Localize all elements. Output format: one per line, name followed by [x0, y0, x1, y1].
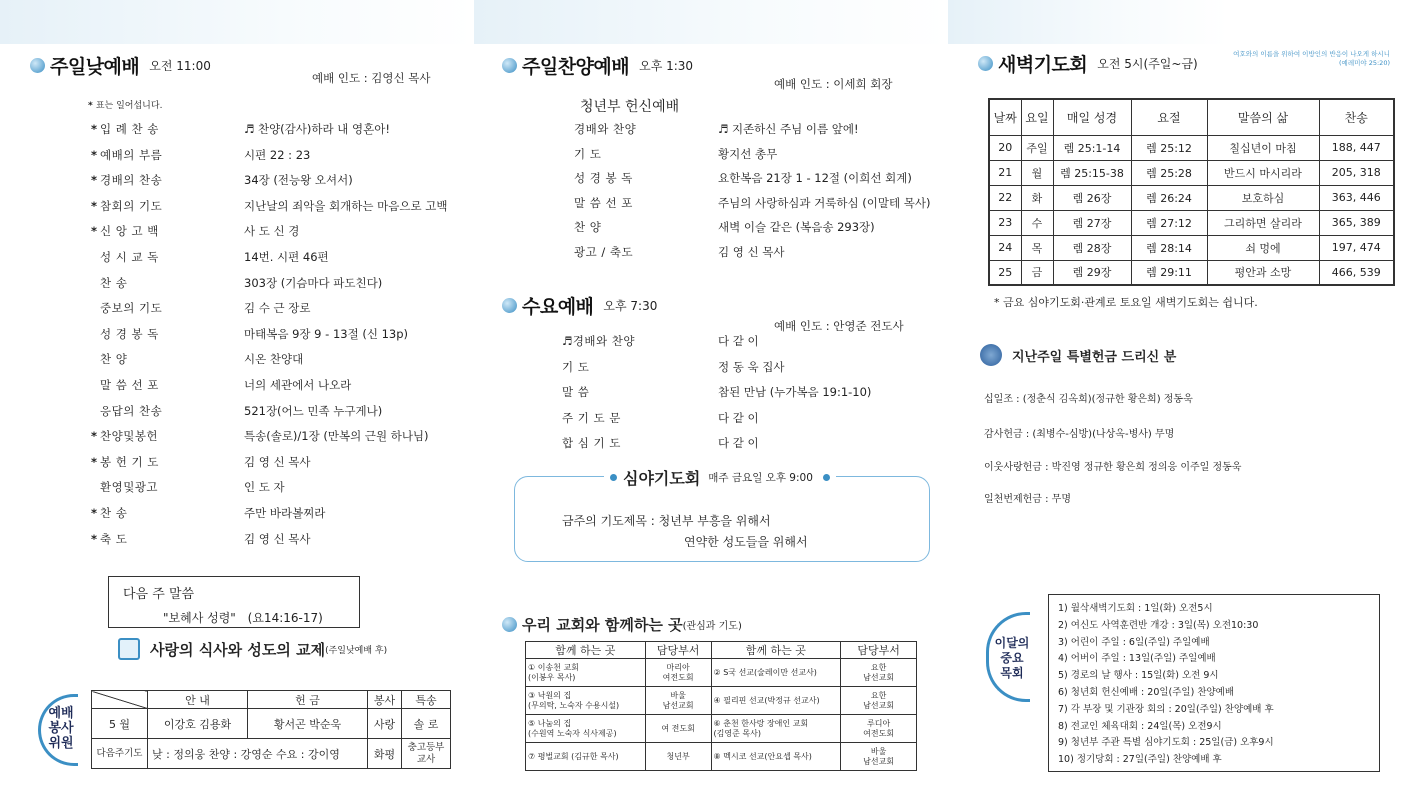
volunteer-cell: 황서곤 박순욱 [248, 709, 368, 739]
order-value: 다 같 이 [718, 334, 759, 348]
partners-cell: ⑧ 멕시코 선교(안요셉 목사) [711, 743, 841, 771]
partners-cell: ④ 필리핀 선교(박정규 선교사) [711, 687, 841, 715]
dawn-cell: 렘 25:1-14 [1053, 135, 1131, 160]
wednesday-leader: 예배 인도 : 안영준 전도사 [774, 319, 904, 333]
monthly-item: 8) 전교인 체육대회 : 24일(목) 오전9시 [1058, 720, 1222, 732]
order-value: ♬ 지존하신 주님 이름 앞에! [718, 122, 859, 136]
table-row [989, 185, 1394, 210]
header-wash [0, 0, 474, 44]
dawn-cell: 쇠 멍에 [1207, 235, 1319, 260]
order-label: 축 도 [100, 531, 128, 546]
order-row [88, 528, 311, 550]
order-value: 황지선 총무 [718, 146, 778, 161]
offering-item: 십일조 : (정춘식 김옥희)(정규한 황은희) 정동욱 [984, 394, 1193, 405]
bullet-icon [978, 56, 993, 71]
wednesday-time: 오후 7:30 [603, 299, 658, 313]
order-value: 김 영 신 목사 [244, 454, 311, 469]
bullet-icon [30, 58, 45, 73]
stand-note: * 표는 일어섭니다. [88, 101, 163, 111]
order-value: 김 영 신 목사 [244, 531, 311, 546]
order-label: 찬 양 [100, 352, 128, 367]
order-label: 경배의 찬송 [100, 173, 163, 188]
partners-cell: 루디아 여전도회 [841, 715, 917, 743]
volunteer-head: 안 내 [148, 691, 248, 709]
order-value: 참된 만남 (누가복음 19:1-10) [718, 385, 872, 399]
next-week-label: 다음 주 말씀 [123, 587, 195, 602]
dawn-cell: 렘 26:24 [1131, 185, 1207, 210]
order-row [88, 476, 285, 498]
order-row [88, 400, 382, 422]
order-label: 응답의 찬송 [100, 403, 163, 418]
volunteer-cell: 다음주기도 [92, 739, 148, 769]
dawn-note: * 금요 심야기도회·관계로 토요일 새벽기도회는 쉽니다. [994, 296, 1258, 309]
order-label: 봉 헌 기 도 [100, 454, 159, 469]
order-value: 너의 세관에서 나오라 [244, 378, 352, 392]
bullet-icon [502, 298, 517, 313]
volunteer-side-label: 예배 봉사 위원 [48, 706, 74, 751]
grape-icon [980, 344, 1002, 366]
order-label: 성 시 교 독 [100, 250, 159, 264]
order-value: 지난날의 죄악을 회개하는 마음으로 고백 [244, 198, 448, 213]
order-label: 말 씀 [562, 385, 590, 399]
dawn-cell: 수 [1021, 210, 1053, 235]
order-row [88, 195, 447, 217]
order-label: 찬양및봉헌 [100, 429, 159, 444]
offerings-title: 지난주일 특별헌금 드리신 분 [1012, 349, 1177, 365]
volunteer-head: 봉사 [368, 691, 402, 709]
order-row [88, 118, 390, 140]
table-row [526, 687, 917, 715]
dawn-cell: 평안과 소망 [1207, 260, 1319, 285]
order-row [88, 144, 310, 166]
monthly-item: 1) 월삭새벽기도회 : 1일(화) 오전5시 [1058, 603, 1213, 614]
dawn-cell: 24 [989, 235, 1021, 260]
monthly-item: 10) 정기당회 : 27일(주일) 찬양예배 후 [1058, 754, 1222, 766]
table-row [989, 135, 1394, 160]
order-value: 303장 (기슴마다 파도친다) [244, 275, 383, 290]
order-row [88, 451, 311, 473]
partners-table [525, 641, 917, 771]
praise-service-time: 오후 1:30 [639, 59, 694, 73]
dawn-cell: 그리하면 살리라 [1207, 210, 1319, 235]
partners-cell: ③ 낙원의 집 (무의탁, 노숙자 수용시설) [526, 687, 646, 715]
dawn-cell: 렘 28장 [1053, 235, 1131, 260]
bullet-icon [502, 58, 517, 73]
order-label: 환영및광고 [100, 480, 159, 495]
star-mark: * [90, 506, 97, 520]
order-row [88, 297, 311, 319]
order-value: 다 같 이 [718, 410, 759, 425]
order-row [562, 407, 759, 429]
order-row [574, 241, 785, 263]
volunteer-table [91, 690, 451, 769]
order-label: 신 앙 고 백 [100, 224, 159, 239]
table-row [989, 235, 1394, 260]
dawn-cell: 렘 25:15-38 [1053, 160, 1131, 185]
dawn-cell: 렘 29장 [1053, 260, 1131, 285]
sunday-leader: 예배 인도 : 김영신 목사 [312, 71, 431, 85]
monthly-side-label: 이달의 중요 목회 [994, 636, 1030, 680]
sunday-service-header [30, 52, 211, 79]
order-row [574, 143, 777, 165]
monthly-item: 4) 어버이 주일 : 13일(주일) 주일예배 [1058, 653, 1216, 665]
star-mark: * [90, 198, 97, 213]
partners-cell: ① 이송천 교회 (이봉우 목사) [526, 659, 646, 687]
dawn-head: 날짜 [989, 99, 1021, 135]
partners-cell: 요한 남선교회 [841, 659, 917, 687]
partners-cell: 바울 남선교회 [841, 743, 917, 771]
partners-cell: 여 전도회 [645, 715, 711, 743]
night-prayer-line2: 연약한 성도들을 위해서 [684, 535, 808, 549]
volunteer-cell: 충고등부 교사 [402, 739, 451, 769]
order-value: 인 도 자 [244, 480, 285, 495]
order-row [88, 425, 429, 447]
order-row [574, 216, 875, 238]
dawn-time: 오전 5시(주일~금) [1097, 57, 1198, 71]
partners-cell: 바울 남선교회 [645, 687, 711, 715]
dawn-title: 새벽기도회 [998, 54, 1088, 76]
panel-sunday [0, 0, 474, 796]
volunteer-head: 헌 금 [248, 691, 368, 709]
partners-cell: ⑤ 나눔의 집 (수원역 노숙자 식사제공) [526, 715, 646, 743]
order-label: 예배의 부름 [100, 147, 163, 162]
header-wash [948, 0, 1228, 44]
partners-cell: ⑦ 평벌교회 (김규한 목사) [526, 743, 646, 771]
offering-item: 이웃사랑헌금 : 박진영 정규한 황은희 정의응 이주일 정동욱 [984, 462, 1242, 473]
order-value: 시온 찬양대 [244, 352, 304, 367]
order-row [574, 167, 912, 189]
dawn-cell: 목 [1021, 235, 1053, 260]
volunteer-cell: 솔 로 [402, 709, 451, 739]
order-value: 특송(솔로)/1장 (만복의 근원 하나님) [244, 429, 429, 444]
dawn-head: 매일 성경 [1053, 99, 1131, 135]
dawn-cell: 칠십년이 마침 [1207, 135, 1319, 160]
dawn-cell: 466, 539 [1319, 260, 1394, 285]
dawn-head: 요일 [1021, 99, 1053, 135]
order-row [88, 169, 353, 191]
dawn-cell: 주일 [1021, 135, 1053, 160]
partners-title: 우리 교회와 함께하는 곳 [522, 616, 683, 634]
dawn-head: 찬송 [1319, 99, 1394, 135]
volunteer-cell: 이강호 김용화 [148, 709, 248, 739]
order-row [562, 356, 785, 378]
night-prayer-header [604, 466, 836, 489]
order-value: 요한복음 21장 1 - 12절 (이희선 회계) [718, 171, 912, 185]
order-row [88, 272, 382, 294]
table-row [526, 659, 917, 687]
star-mark: * [90, 429, 97, 444]
volunteer-cell: 사랑 [368, 709, 402, 739]
dawn-cell: 렘 29:11 [1131, 260, 1207, 285]
dawn-cell: 22 [989, 185, 1021, 210]
praise-service-title: 주일찬양예배 [522, 56, 630, 78]
table-row [989, 160, 1394, 185]
order-value: 521장(어느 민족 누구게나) [244, 403, 383, 418]
bullet-icon [502, 617, 517, 632]
dawn-cell: 렘 28:14 [1131, 235, 1207, 260]
dawn-cell: 205, 318 [1319, 160, 1394, 185]
order-label: 성 경 봉 독 [100, 326, 159, 341]
partners-cell: ② S국 선교(술레이만 선교사) [711, 659, 841, 687]
order-row [574, 192, 930, 214]
dawn-head: 요절 [1131, 99, 1207, 135]
table-row [989, 210, 1394, 235]
partners-cell: 청년부 [645, 743, 711, 771]
dawn-cell: 월 [1021, 160, 1053, 185]
order-row [574, 118, 859, 140]
dawn-cell: 363, 446 [1319, 185, 1394, 210]
partners-cell: 요한 남선교회 [841, 687, 917, 715]
dawn-cell: 렘 27장 [1053, 210, 1131, 235]
order-label: 주 기 도 문 [562, 410, 621, 425]
offerings-header [980, 344, 1176, 366]
partners-header [502, 614, 742, 635]
order-label: 참회의 기도 [100, 198, 163, 213]
fellowship-icon [118, 638, 140, 660]
partners-cell: 마리아 여전도회 [645, 659, 711, 687]
volunteer-cell: 낮 : 정의웅 찬양 : 강영순 수요 : 강이영 [148, 739, 368, 769]
night-prayer-time: 매주 금요일 오후 9:00 [708, 472, 813, 484]
night-prayer-title: 심야기도회 [623, 469, 701, 488]
wednesday-title: 수요예배 [522, 296, 594, 318]
order-row [562, 381, 871, 403]
dawn-cell: 188, 447 [1319, 135, 1394, 160]
volunteer-head: 특송 [402, 691, 451, 709]
order-label: 기 도 [574, 146, 602, 161]
order-label: 기 도 [562, 359, 590, 374]
dawn-header [978, 50, 1198, 77]
order-value: 다 같 이 [718, 436, 759, 450]
monthly-item: 5) 경로의 날 행사 : 15일(화) 오전 9시 [1058, 670, 1219, 682]
order-value: 김 영 신 목사 [718, 244, 785, 259]
order-value: 14번. 시편 46편 [244, 250, 329, 264]
order-label: 입 례 찬 송 [100, 122, 159, 136]
monthly-item: 7) 각 부장 및 기관장 회의 : 20일(주일) 찬양예배 후 [1058, 703, 1274, 715]
next-week-box [108, 576, 360, 628]
volunteer-corner [92, 691, 148, 709]
order-row [88, 348, 303, 370]
next-week-title: "보혜사 성령" (요14:16-17) [163, 611, 323, 625]
dawn-cell: 화 [1021, 185, 1053, 210]
order-value: 34장 (전능왕 오셔서) [244, 173, 353, 188]
dot-icon [610, 474, 617, 481]
order-value: 주만 바라볼찌라 [244, 506, 326, 520]
order-row [88, 246, 329, 268]
dawn-cell: 25 [989, 260, 1021, 285]
panel-dawn [948, 0, 1421, 796]
order-row [562, 330, 759, 352]
order-value: 새벽 이슬 같은 (복음송 293장) [718, 220, 875, 234]
order-row [562, 432, 759, 454]
dawn-cell: 렘 25:28 [1131, 160, 1207, 185]
order-value: 김 수 근 장로 [244, 301, 311, 316]
partners-head: 담당부서 [841, 642, 917, 659]
star-mark: * [90, 224, 97, 239]
dawn-head: 말씀의 삶 [1207, 99, 1319, 135]
dawn-cell: 반드시 마시리라 [1207, 160, 1319, 185]
wednesday-header [502, 292, 657, 319]
partners-head: 함께 하는 곳 [526, 642, 646, 659]
order-value: 주님의 사랑하심과 거룩하심 (이말테 목사) [718, 195, 931, 210]
monthly-item: 9) 청년부 주관 특별 심야기도회 : 25일(금) 오후9시 [1058, 737, 1274, 749]
offering-item: 감사헌금 : (최병수-심방)(나상옥-병사) 무명 [984, 429, 1175, 440]
partners-head: 담당부서 [645, 642, 711, 659]
dawn-cell: 보호하심 [1207, 185, 1319, 210]
star-mark: * [90, 531, 97, 546]
star-mark: * [90, 122, 97, 136]
dawn-cell: 렘 27:12 [1131, 210, 1207, 235]
order-label: 경배와 찬양 [574, 122, 637, 136]
monthly-item: 3) 어린이 주일 : 6일(주일) 주일예배 [1058, 636, 1210, 648]
table-row [526, 715, 917, 743]
volunteer-cell: 5 월 [92, 709, 148, 739]
praise-leader: 예배 인도 : 이세희 회장 [774, 77, 893, 91]
order-row [88, 220, 299, 242]
dawn-cell: 23 [989, 210, 1021, 235]
fellowship-header [118, 638, 387, 660]
dawn-header-row [989, 99, 1394, 135]
order-label: 말 씀 선 포 [100, 378, 159, 392]
night-prayer-line1: 금주의 기도제목 : 청년부 부흥을 위해서 [562, 514, 771, 528]
dawn-cell: 20 [989, 135, 1021, 160]
order-label: 찬 송 [100, 506, 128, 520]
star-mark: * [90, 173, 97, 188]
praise-service-header [502, 52, 693, 79]
monthly-item: 6) 청년회 헌신예배 : 20일(주일) 찬양예배 [1058, 687, 1235, 698]
order-value: 마태복음 9장 9 - 13절 (신 13p) [244, 326, 409, 341]
table-row [989, 260, 1394, 285]
partners-sub: (관심과 기도) [682, 621, 742, 632]
dawn-cell: 365, 389 [1319, 210, 1394, 235]
dawn-cell: 금 [1021, 260, 1053, 285]
fellowship-title: 사랑의 식사와 성도의 교제 [150, 640, 326, 659]
partners-header-row [526, 642, 917, 659]
order-label: 합 심 기 도 [562, 436, 621, 450]
order-row [88, 374, 351, 396]
dot-icon [823, 474, 830, 481]
header-wash [474, 0, 948, 44]
dawn-table [988, 98, 1395, 286]
dawn-cell: 197, 474 [1319, 235, 1394, 260]
order-label: 중보의 기도 [100, 301, 163, 316]
order-row [88, 323, 408, 345]
dawn-cell: 21 [989, 160, 1021, 185]
dawn-cell: 렘 26장 [1053, 185, 1131, 210]
order-label: 성 경 봉 독 [574, 171, 633, 185]
sunday-service-time: 오전 11:00 [149, 59, 211, 73]
order-label: 말 씀 선 포 [574, 195, 633, 210]
order-row [88, 502, 325, 524]
star-mark: * [90, 454, 97, 469]
order-value: ♬ 찬양(감사)하라 내 영혼아! [244, 122, 390, 136]
dawn-verse: 여호와의 이름을 위하여 이방인의 반응이 나오게 하시니 (예레미야 25:20) [1233, 50, 1390, 67]
partners-cell: ⑥ 춘천 한사랑 장애인 교회 (김영준 목사) [711, 715, 841, 743]
table-row [526, 743, 917, 771]
order-label: ♬경배와 찬양 [562, 334, 636, 348]
sunday-service-title: 주일낮예배 [50, 56, 140, 78]
order-label: 광고 / 축도 [574, 244, 634, 259]
dawn-cell: 렘 25:12 [1131, 135, 1207, 160]
order-value: 시편 22 : 23 [244, 147, 311, 162]
praise-subtitle: 청년부 헌신예배 [580, 99, 680, 115]
order-value: 정 동 욱 집사 [718, 359, 785, 374]
star-mark: * [90, 147, 97, 162]
panel-praise [474, 0, 948, 796]
partners-head: 함께 하는 곳 [711, 642, 841, 659]
order-label: 찬 송 [100, 275, 128, 290]
monthly-item: 2) 여신도 사역훈련반 개강 : 3일(목) 오전10:30 [1058, 619, 1259, 631]
order-label: 찬 양 [574, 220, 602, 234]
fellowship-sub: (주일낮예배 후) [325, 645, 388, 656]
volunteer-cell: 화평 [368, 739, 402, 769]
offering-item: 일천번제헌금 : 무명 [984, 494, 1072, 505]
order-value: 사 도 신 경 [244, 224, 300, 239]
